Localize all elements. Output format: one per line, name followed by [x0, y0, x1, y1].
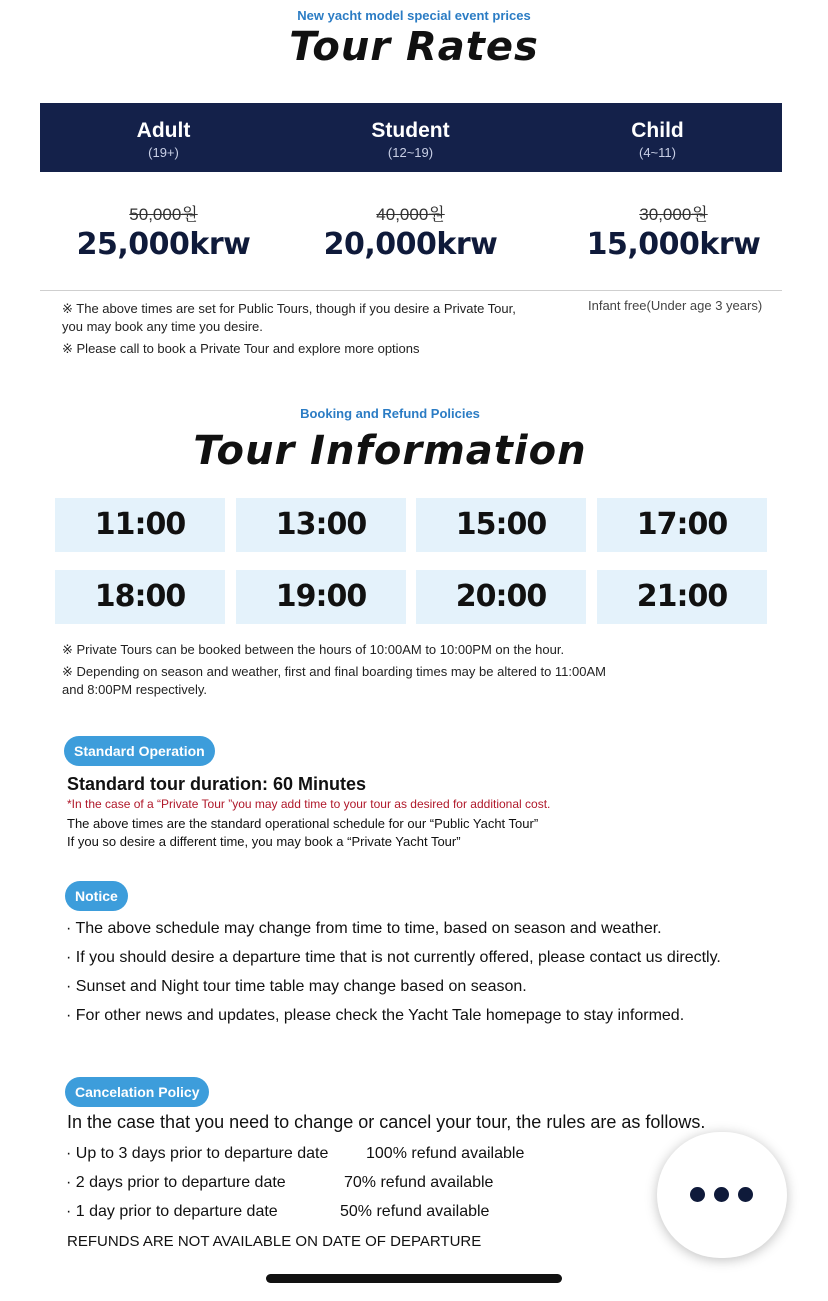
time-slot: 15:00 [416, 498, 586, 552]
time-slot: 18:00 [55, 570, 225, 624]
time-slot: 11:00 [55, 498, 225, 552]
rate-category-label: Student [371, 119, 450, 142]
time-slot: 21:00 [597, 570, 767, 624]
cancel-rule-when: · Up to 3 days prior to departure date [66, 1145, 329, 1162]
standard-duration: Standard tour duration: 60 Minutes [67, 774, 367, 794]
price-child [550, 200, 797, 262]
cancel-rule-refund: 50% refund available [340, 1203, 490, 1220]
old-price: 40,000원 [376, 205, 445, 224]
notice-item: · Sunset and Night tour time table may change based on season. [66, 978, 527, 995]
new-price: 15,000krw [586, 227, 761, 262]
price-adult [40, 200, 287, 262]
rate-col-student [287, 103, 534, 160]
rates-subtitle: New yacht model special event prices [297, 8, 531, 23]
old-price: 50,000원 [129, 205, 198, 224]
rate-age-range: (19+) [148, 145, 179, 160]
rates-note-1b: you may book any time you desire. [62, 319, 263, 334]
notice-item: · For other news and updates, please check the Yacht Tale homepage to stay informed. [66, 1007, 685, 1024]
private-tour-note: *In the case of a “Private Tour ”you may add time to your tour as desired for additional cost. [67, 797, 551, 811]
infant-note: Infant free(Under age 3 years) [588, 298, 763, 313]
rates-divider [40, 290, 782, 291]
notice-badge: Notice [65, 881, 128, 911]
rates-header-bar [40, 103, 782, 172]
new-price: 20,000krw [323, 227, 498, 262]
no-refund-notice: REFUNDS ARE NOT AVAILABLE ON DATE OF DEPARTURE [67, 1233, 482, 1250]
rate-col-adult [40, 103, 287, 160]
cancel-rule-row [66, 1197, 626, 1226]
rates-note-1: ※ The above times are set for Public Tours, though if you desire a Private Tour, [62, 301, 516, 316]
rate-col-child [534, 103, 781, 160]
cancel-rules [66, 1139, 626, 1226]
info-note-2b: and 8:00PM respectively. [62, 682, 207, 697]
time-slot: 13:00 [236, 498, 406, 552]
info-note-1: ※ Private Tours can be booked between the hours of 10:00AM to 10:00PM on the hour. [62, 642, 565, 657]
cancel-rule-refund: 100% refund available [366, 1145, 525, 1162]
standard-line-2: If you so desire a different time, you may book a “Private Yacht Tour” [67, 834, 461, 849]
cancelation-policy-badge: Cancelation Policy [65, 1077, 209, 1107]
notice-item: · If you should desire a departure time that is not currently offered, please contact us directly. [66, 949, 721, 966]
home-indicator[interactable] [266, 1274, 562, 1283]
info-notes [62, 641, 742, 699]
rates-title: Tour Rates [289, 24, 539, 70]
cancel-rule-row [66, 1139, 626, 1168]
rate-age-range: (4~11) [639, 145, 676, 160]
notice-list [66, 914, 786, 1030]
rate-category-label: Child [631, 119, 684, 142]
cancel-rule-row [66, 1168, 626, 1197]
rate-category-label: Adult [136, 119, 191, 142]
old-price: 30,000원 [639, 205, 708, 224]
info-title: Tour Information [193, 428, 587, 474]
standard-operation-badge: Standard Operation [64, 736, 215, 766]
notice-item: · The above schedule may change from time to time, based on season and weather. [66, 920, 662, 937]
time-slot: 17:00 [597, 498, 767, 552]
cancel-rule-when: · 1 day prior to departure date [66, 1203, 278, 1220]
rates-note-2: ※ Please call to book a Private Tour and explore more options [62, 341, 420, 356]
standard-line-1: The above times are the standard operational schedule for our “Public Yacht Tour” [67, 816, 539, 831]
standard-text [67, 815, 538, 851]
cancel-rule-refund: 70% refund available [344, 1174, 494, 1191]
info-note-2: ※ Depending on season and weather, first and final boarding times may be altered to 11:00AM [62, 664, 606, 679]
more-options-button[interactable] [657, 1132, 787, 1258]
rate-age-range: (12~19) [387, 145, 434, 160]
new-price: 25,000krw [76, 227, 251, 262]
cancel-rule-when: · 2 days prior to departure date [66, 1174, 286, 1191]
time-slot: 20:00 [416, 570, 586, 624]
time-slot: 19:00 [236, 570, 406, 624]
info-subtitle: Booking and Refund Policies [300, 406, 480, 421]
price-student [287, 200, 534, 262]
rates-notes [62, 300, 572, 358]
cancel-intro: In the case that you need to change or cancel your tour, the rules are as follows. [67, 1112, 706, 1132]
